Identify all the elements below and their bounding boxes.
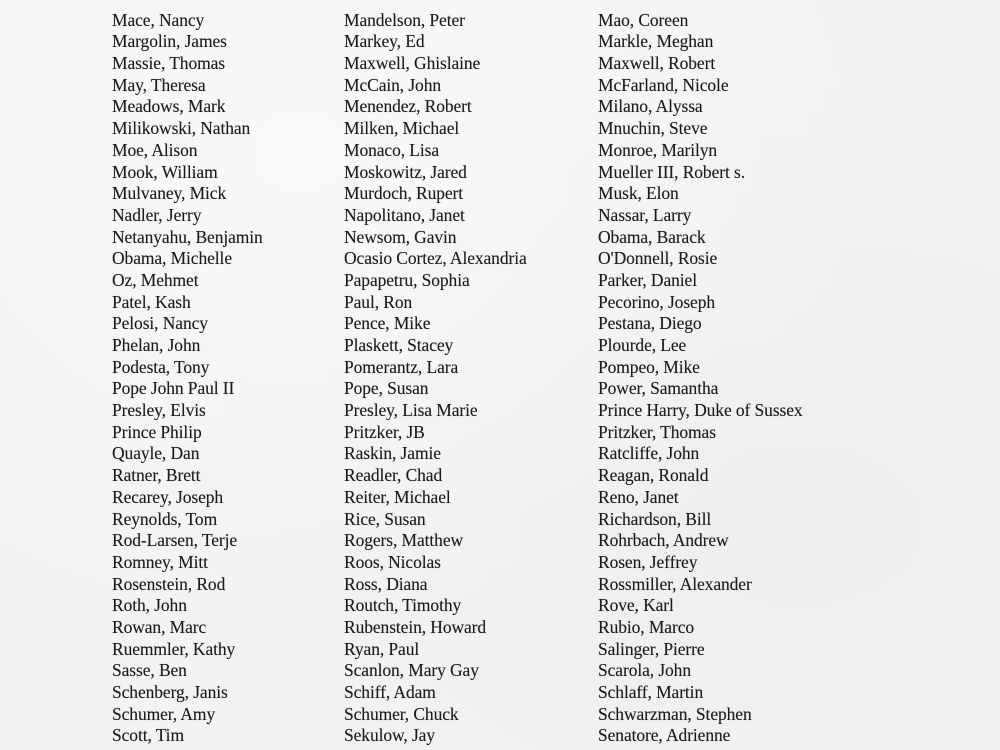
name-entry: Ocasio Cortez, Alexandria <box>344 248 527 269</box>
name-entry: Salinger, Pierre <box>598 638 705 659</box>
name-entry: Rubenstein, Howard <box>344 616 487 637</box>
name-row <box>0 617 1000 639</box>
name-entry: Mueller III, Robert s. <box>598 161 745 182</box>
name-entry: Paul, Ron <box>344 291 413 312</box>
name-entry: Pompeo, Mike <box>598 356 700 377</box>
name-entry: Prince Harry, Duke of Sussex <box>598 400 803 421</box>
name-entry: Mnuchin, Steve <box>598 118 708 139</box>
name-entry: Roos, Nicolas <box>344 551 441 572</box>
name-entry: Schiff, Adam <box>344 682 436 702</box>
name-row <box>0 53 1000 75</box>
name-entry: Reynolds, Tom <box>112 508 218 529</box>
name-entry: Prince Philip <box>112 421 202 442</box>
name-entry: Moskowitz, Jared <box>344 161 467 182</box>
name-entry: Recarey, Joseph <box>112 486 224 507</box>
name-entry: Ruemmler, Kathy <box>112 638 236 659</box>
name-entry: Markey, Ed <box>344 31 425 52</box>
name-entry: Pelosi, Nancy <box>112 313 208 334</box>
name-entry: Napolitano, Janet <box>344 204 465 225</box>
name-entry: Sasse, Ben <box>112 660 187 681</box>
name-row <box>0 357 1000 379</box>
name-entry: Reagan, Ronald <box>598 465 709 486</box>
name-entry: Rohrbach, Andrew <box>598 530 729 551</box>
name-entry: McCain, John <box>344 74 441 95</box>
name-row <box>0 10 1000 32</box>
name-row <box>0 292 1000 314</box>
name-entry: Richardson, Bill <box>598 508 712 529</box>
name-entry: Rossmiller, Alexander <box>598 573 752 594</box>
name-row <box>0 335 1000 357</box>
name-entry: Presley, Elvis <box>112 400 206 421</box>
name-row <box>0 595 1000 617</box>
name-entry: Moe, Alison <box>112 139 198 160</box>
name-entry: Rosenstein, Rod <box>112 573 226 594</box>
name-row <box>0 162 1000 184</box>
name-entry: Rubio, Marco <box>598 616 695 637</box>
name-row <box>0 96 1000 118</box>
name-entry: Milano, Alyssa <box>598 96 703 117</box>
name-row <box>0 313 1000 335</box>
name-entry: Podesta, Tony <box>112 356 210 377</box>
name-entry: Papapetru, Sophia <box>344 269 470 290</box>
name-entry: Milikowski, Nathan <box>112 118 251 139</box>
name-entry: Ratcliffe, John <box>598 443 700 464</box>
name-entry: Mulvaney, Mick <box>112 183 227 204</box>
name-entry: Obama, Barack <box>598 226 706 247</box>
name-entry: Rowan, Marc <box>112 616 207 637</box>
name-row <box>0 118 1000 140</box>
name-row <box>0 378 1000 400</box>
name-entry: Ryan, Paul <box>344 638 420 659</box>
name-entry: Power, Samantha <box>598 378 719 399</box>
name-entry: Schenberg, Janis <box>112 682 228 702</box>
name-entry: Netanyahu, Benjamin <box>112 226 263 247</box>
name-row <box>0 248 1000 270</box>
name-entry: Readler, Chad <box>344 465 443 486</box>
name-entry: Raskin, Jamie <box>344 443 441 464</box>
name-entry: Rod-Larsen, Terje <box>112 530 238 551</box>
name-entry: May, Theresa <box>112 74 206 95</box>
name-entry: Routch, Timothy <box>344 595 462 616</box>
name-entry: Scott, Tim <box>112 725 184 746</box>
name-entry: Pope, Susan <box>344 378 429 399</box>
name-entry: Rosen, Jeffrey <box>598 551 698 572</box>
name-entry: Maxwell, Robert <box>598 53 716 74</box>
name-entry: Schwarzman, Stephen <box>598 703 752 724</box>
name-row <box>0 530 1000 552</box>
name-row <box>0 270 1000 292</box>
name-entry: Newsom, Gavin <box>344 226 457 247</box>
name-entry: Rove, Karl <box>598 595 674 616</box>
name-entry: Maxwell, Ghislaine <box>344 53 481 74</box>
name-entry: Pope John Paul II <box>112 378 235 399</box>
name-entry: Reno, Janet <box>598 486 679 507</box>
name-row <box>0 574 1000 596</box>
name-entry: Musk, Elon <box>598 183 679 204</box>
name-entry: Meadows, Mark <box>112 96 226 117</box>
name-row <box>0 422 1000 444</box>
name-entry: Nassar, Larry <box>598 204 692 225</box>
name-row <box>0 400 1000 422</box>
name-entry: Mook, William <box>112 161 218 182</box>
name-row <box>0 704 1000 726</box>
name-entry: Margolin, James <box>112 31 227 52</box>
name-row <box>0 183 1000 205</box>
name-entry: Schlaff, Martin <box>598 682 704 702</box>
name-entry: Milken, Michael <box>344 118 460 139</box>
name-entry: Senatore, Adrienne <box>598 725 731 746</box>
name-entry: Sekulow, Jay <box>344 725 435 746</box>
name-entry: Parker, Daniel <box>598 269 697 290</box>
name-entry: Pence, Mike <box>344 313 431 334</box>
name-entry: Presley, Lisa Marie <box>344 400 478 421</box>
name-row <box>0 205 1000 227</box>
name-entry: Plaskett, Stacey <box>344 335 454 355</box>
name-entry: Ratner, Brett <box>112 465 201 486</box>
name-row <box>0 725 1000 747</box>
name-row <box>0 75 1000 97</box>
name-entry: Mandelson, Peter <box>344 9 465 30</box>
name-entry: Schumer, Amy <box>112 703 216 724</box>
name-row <box>0 31 1000 53</box>
name-row <box>0 443 1000 465</box>
name-entry: Nadler, Jerry <box>112 204 202 225</box>
name-entry: Plourde, Lee <box>598 335 687 355</box>
name-entry: Murdoch, Rupert <box>344 183 464 204</box>
name-entry: Roth, John <box>112 595 187 616</box>
name-entry: Scarola, John <box>598 660 691 681</box>
name-row <box>0 552 1000 574</box>
name-entry: Schumer, Chuck <box>344 703 459 724</box>
name-entry: Rice, Susan <box>344 508 426 529</box>
cutoff-row <box>0 0 1000 10</box>
name-row <box>0 487 1000 509</box>
name-entry: Pritzker, Thomas <box>598 421 716 442</box>
name-row <box>0 509 1000 531</box>
name-entry: Reiter, Michael <box>344 486 451 507</box>
name-entry: Ross, Diana <box>344 573 428 594</box>
name-row <box>0 227 1000 249</box>
name-entry: Pritzker, JB <box>344 421 425 442</box>
name-entry: Markle, Meghan <box>598 31 714 52</box>
name-entry: McFarland, Nicole <box>598 74 729 95</box>
name-entry: Menendez, Robert <box>344 96 472 117</box>
name-entry: Obama, Michelle <box>112 248 232 269</box>
name-entry: Massie, Thomas <box>112 53 225 74</box>
name-entry: Pestana, Diego <box>598 313 702 334</box>
name-entry: Monaco, Lisa <box>344 139 440 160</box>
name-entry: Pecorino, Joseph <box>598 291 715 312</box>
name-entry: Mace, Nancy <box>112 9 205 30</box>
name-entry: Patel, Kash <box>112 291 191 312</box>
name-entry: Quayle, Dan <box>112 443 200 464</box>
name-row <box>0 682 1000 704</box>
name-row <box>0 639 1000 661</box>
name-entry: Monroe, Marilyn <box>598 139 718 160</box>
name-entry: Phelan, John <box>112 335 201 355</box>
name-entry: Romney, Mitt <box>112 551 208 572</box>
name-row <box>0 465 1000 487</box>
name-row <box>0 140 1000 162</box>
name-entry: Oz, Mehmet <box>112 269 199 290</box>
name-entry: Pomerantz, Lara <box>344 356 459 377</box>
name-entry: Rogers, Matthew <box>344 530 464 551</box>
name-row <box>0 660 1000 682</box>
name-entry: Mao, Coreen <box>598 9 689 30</box>
name-entry: O'Donnell, Rosie <box>598 248 718 269</box>
name-entry: Scanlon, Mary Gay <box>344 660 479 681</box>
